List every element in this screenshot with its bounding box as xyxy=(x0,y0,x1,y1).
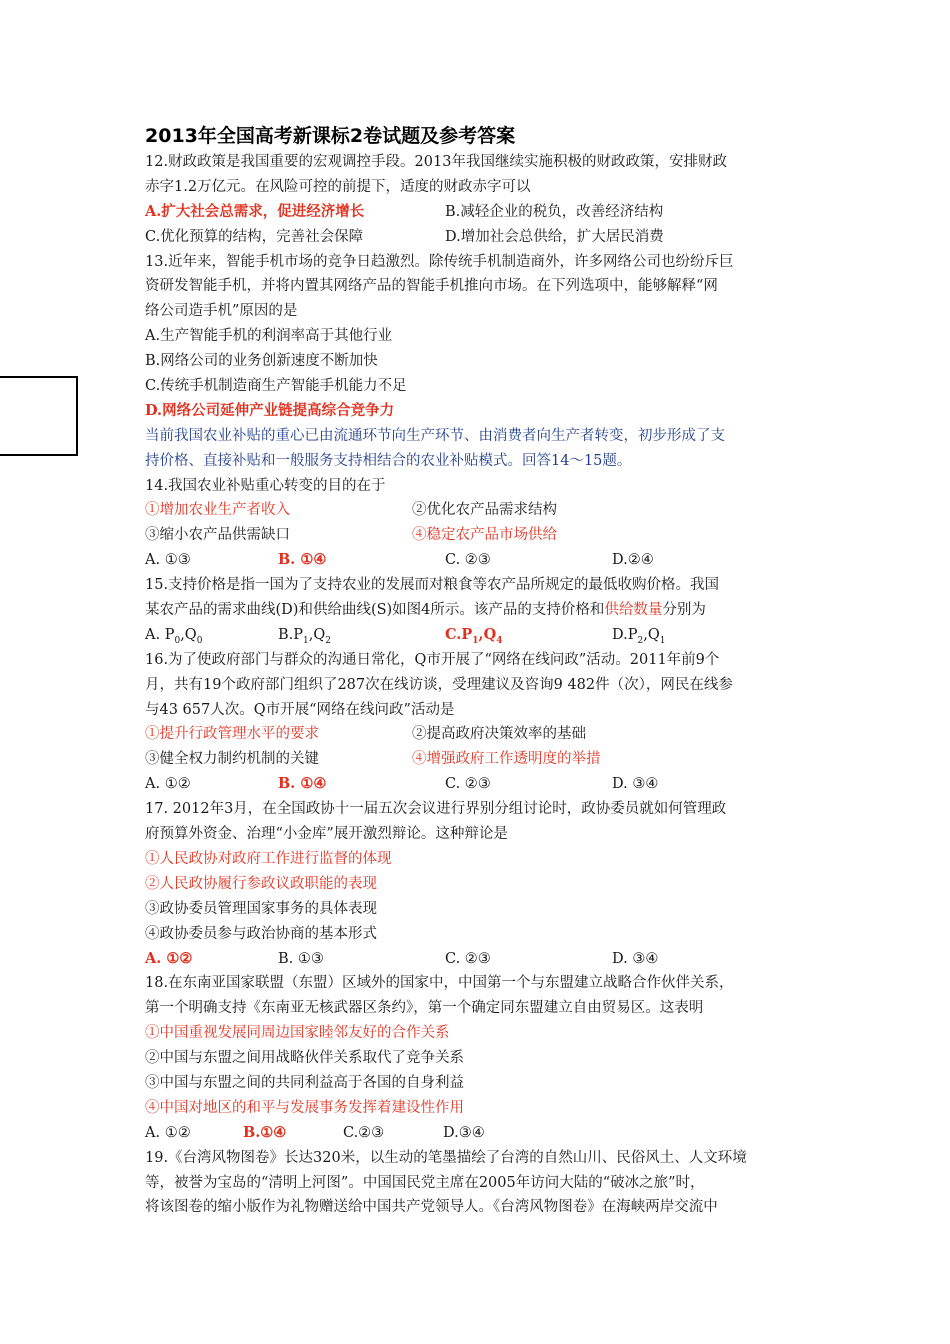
q15-stem-part3: 分别为 xyxy=(662,602,706,619)
q15-a-mid: ,Q xyxy=(180,626,197,643)
q18-choice-b: B.①④ xyxy=(243,1123,287,1141)
q15-c-sub1: 1 xyxy=(472,635,479,646)
q18-stem-line1: 18.在东南亚国家联盟（东盟）区域外的国家中，中国第一个与东盟建立战略合作伙伴关系， xyxy=(145,975,734,992)
q16-choice-c: C. ②③ xyxy=(445,776,491,793)
q15-c-text: C.P xyxy=(445,625,473,643)
q18-choice-a: A. ①② xyxy=(145,1124,191,1141)
q17-item-3: ③政协委员管理国家事务的具体表现 xyxy=(145,900,377,917)
q14-choice-b: B. ①④ xyxy=(278,551,327,569)
intro-14-15-line2: 持价格、直接补贴和一般服务支持相结合的农业补贴模式。回答14～15题。 xyxy=(145,452,632,469)
q14-choices xyxy=(145,548,825,573)
q16-item-2: ②提高政府决策效率的基础 xyxy=(412,726,586,743)
q15-stem-highlight: 供给数量 xyxy=(604,602,663,619)
q18-stem-line2: 第一个明确支持《东南亚无核武器区条约》，第一个确定同东盟建立自由贸易区。这表明 xyxy=(145,1000,704,1017)
q18-item-1: ①中国重视发展同周边国家睦邻友好的合作关系 xyxy=(145,1025,450,1042)
q14-item-4: ④稳定农产品市场供给 xyxy=(412,527,557,544)
q15-d-text: D.P xyxy=(612,626,638,643)
q15-a-sub2: 0 xyxy=(196,635,203,646)
document-body xyxy=(145,124,825,1220)
q14-choice-d: D.②④ xyxy=(612,552,654,569)
intro-14-15-line1: 当前我国农业补贴的重心已由流通环节向生产环节、由消费者向生产者转变，初步形成了支 xyxy=(145,427,725,444)
q12-option-b: B.减轻企业的税负，改善经济结构 xyxy=(445,203,664,220)
q13-stem-line1: 13.近年来，智能手机市场的竞争日趋激烈。除传统手机制造商外，许多网络公司也纷纷斥巨 xyxy=(145,253,734,270)
q15-choice-c xyxy=(445,623,612,648)
q18-choices xyxy=(145,1121,825,1146)
q14-choice-a: A. ①③ xyxy=(145,552,191,569)
q12-option-c: C.优化预算的结构，完善社会保障 xyxy=(145,228,364,245)
margin-box xyxy=(0,376,78,456)
q12-option-d: D.增加社会总供给，扩大居民消费 xyxy=(445,228,664,245)
q15-a-sub1: 0 xyxy=(174,635,181,646)
q16-stem-line2: 月，共有19个政府部门组织了287次在线访谈，受理建议及咨询9 482件（次），网民在线参 xyxy=(145,676,733,693)
q16-choices xyxy=(145,772,825,797)
q12-stem-line1: 12.财政政策是我国重要的宏观调控手段。2013年我国继续实施积极的财政政策，安排财政 xyxy=(145,154,727,170)
q17-choices xyxy=(145,947,825,972)
q16-items-row2 xyxy=(145,747,825,772)
q15-choices xyxy=(145,623,825,648)
q15-stem-line1: 15.支持价格是指一国为了支持农业的发展而对粮食等农产品所规定的最低收购价格。我国 xyxy=(145,577,720,594)
q15-d-mid: ,Q xyxy=(643,626,660,643)
q14-items-row2 xyxy=(145,523,825,548)
q18-item-3: ③中国与东盟之间的共同利益高于各国的自身利益 xyxy=(145,1074,464,1091)
q13-option-d: D.网络公司延伸产业链提高综合竞争力 xyxy=(145,401,395,419)
q17-stem-line1: 17. 2012年3月，在全国政协十一届五次会议进行界别分组讨论时，政协委员就如何管理政 xyxy=(145,801,727,818)
q16-stem-line3: 与43 657人次。Q市开展“网络在线问政”活动是 xyxy=(145,701,455,718)
q13-stem-line2: 资研发智能手机，并将内置其网络产品的智能手机推向市场。在下列选项中，能够解释“网 xyxy=(145,278,718,295)
q14-items-row1 xyxy=(145,498,825,523)
q15-b-sub1: 1 xyxy=(303,635,309,646)
q16-items-row1 xyxy=(145,722,825,747)
q12-options-row2 xyxy=(145,225,825,250)
q13-option-b: B.网络公司的业务创新速度不断加快 xyxy=(145,353,378,370)
q16-choice-b: B. ①④ xyxy=(278,775,327,793)
q17-item-1: ①人民政协对政府工作进行监督的体现 xyxy=(145,850,392,867)
q16-item-3: ③健全权力制约机制的关键 xyxy=(145,751,319,768)
q18-item-2: ②中国与东盟之间用战略伙伴关系取代了竞争关系 xyxy=(145,1050,464,1067)
page-title: 2013年全国高考新课标2卷试题及参考答案 xyxy=(145,125,516,147)
q14-stem: 14.我国农业补贴重心转变的目的在于 xyxy=(145,477,386,494)
q16-item-1: ①提升行政管理水平的要求 xyxy=(145,726,319,743)
q13-option-c: C.传统手机制造商生产智能手机能力不足 xyxy=(145,378,407,395)
q15-d-sub2: 1 xyxy=(659,635,666,646)
q18-item-4: ④中国对地区的和平与发展事务发挥着建设性作用 xyxy=(145,1099,464,1116)
q17-item-4: ④政协委员参与政治协商的基本形式 xyxy=(145,925,377,942)
q15-c-sub2: 4 xyxy=(496,635,503,646)
q17-stem-line2: 府预算外资金、治理“小金库”展开激烈辩论。这种辩论是 xyxy=(145,826,508,843)
q18-choice-c: C.②③ xyxy=(343,1124,385,1141)
q19-stem-line2: 等，被誉为宝岛的“清明上河图”。中国国民党主席在2005年访问大陆的“破冰之旅”时， xyxy=(145,1174,705,1191)
q15-a-text: A. P xyxy=(145,626,175,643)
q14-choice-c: C. ②③ xyxy=(445,552,491,569)
q17-choice-d: D. ③④ xyxy=(612,950,659,967)
q14-item-2: ②优化农产品需求结构 xyxy=(412,502,557,519)
q16-choice-a: A. ①② xyxy=(145,776,191,793)
q15-choice-b xyxy=(278,623,445,648)
q13-option-a: A.生产智能手机的利润率高于其他行业 xyxy=(145,328,393,345)
q14-item-3: ③缩小农产品供需缺口 xyxy=(145,527,290,544)
q17-choice-b: B. ①③ xyxy=(278,950,324,967)
q19-stem-line3: 将该图卷的缩小版作为礼物赠送给中国共产党领导人。《台湾风物图卷》在海峡两岸交流中 xyxy=(145,1199,718,1216)
q15-choice-a xyxy=(145,623,278,648)
q15-b-mid: ,Q xyxy=(308,626,326,643)
q18-choice-d: D.③④ xyxy=(443,1124,485,1141)
q15-d-sub1: 2 xyxy=(637,635,644,646)
q12-stem-line2: 赤字1.2万亿元。在风险可控的前提下，适度的财政赤字可以 xyxy=(145,178,531,195)
q12-option-a: A.扩大社会总需求，促进经济增长 xyxy=(145,202,365,220)
q17-choice-a: A. ①② xyxy=(145,949,193,967)
q17-choice-c: C. ②③ xyxy=(445,950,491,967)
q19-stem-line1: 19.《台湾风物图卷》长达320米，以生动的笔墨描绘了台湾的自然山川、民俗风土、人文环境 xyxy=(145,1149,747,1166)
q14-item-1: ①增加农业生产者收入 xyxy=(145,502,290,519)
q15-b-text: B.P xyxy=(278,626,304,643)
q15-choice-d xyxy=(612,623,665,648)
q15-stem-part1: 某农产品的需求曲线(D)和供给曲线(S)如图4所示。该产品的支持价格和 xyxy=(145,602,605,619)
q13-stem-line3: 络公司造手机”原因的是 xyxy=(145,303,298,320)
q15-stem-line2 xyxy=(145,598,825,623)
q12-options-row1 xyxy=(145,200,825,225)
q17-item-2: ②人民政协履行参政议政职能的表现 xyxy=(145,875,377,892)
q16-choice-d: D. ③④ xyxy=(612,776,659,793)
q15-b-sub2: 2 xyxy=(325,635,331,646)
q15-c-mid: ,Q xyxy=(478,625,497,643)
q16-item-4: ④增强政府工作透明度的举措 xyxy=(412,751,601,768)
q16-stem-line1: 16.为了使政府部门与群众的沟通日常化，Q市开展了“网络在线问政”活动。2011年前9个 xyxy=(145,651,720,668)
